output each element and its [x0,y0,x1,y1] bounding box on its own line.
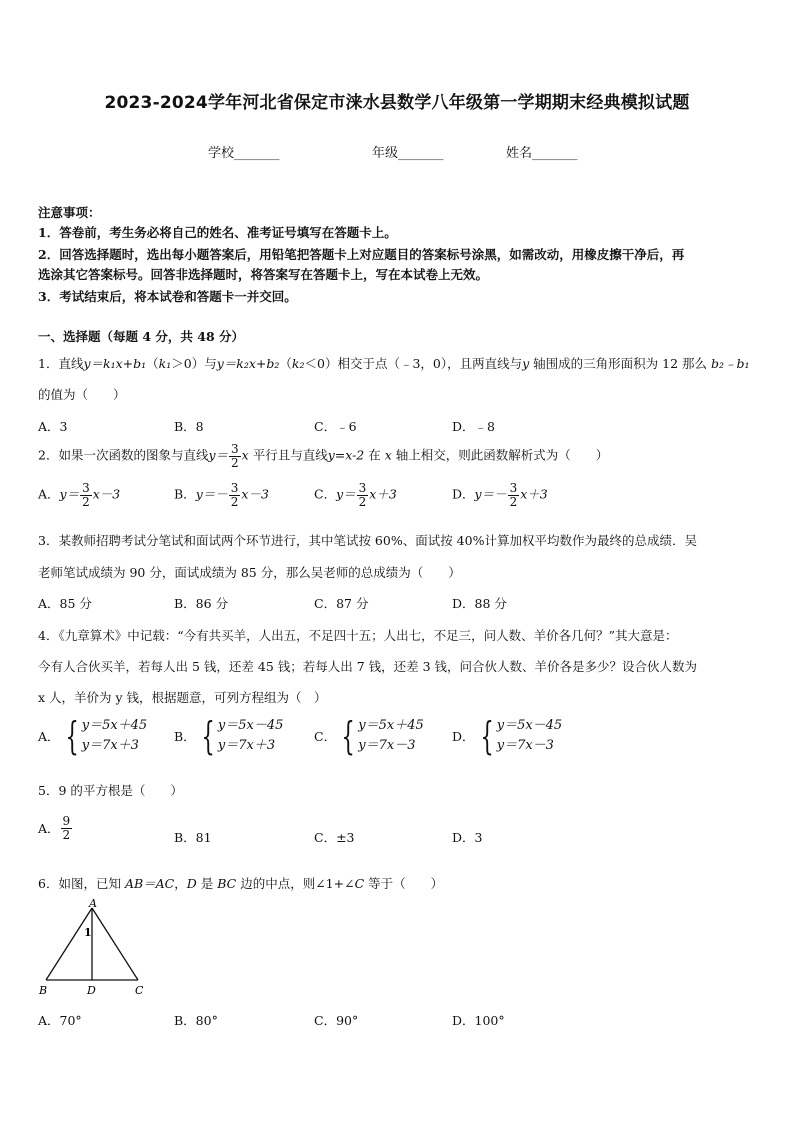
q4-a-eq1: y＝5x＋45 [81,718,148,733]
q4-a-eq2: y＝7x＋3 [81,738,139,754]
q2-b-fraction [229,482,241,508]
triangle-figure [34,898,154,1000]
q2-text-1: 2．如果一次函数的图象与直线 [38,447,209,463]
q6-option-b[interactable]: B．80° [174,1013,218,1028]
q1-math-5: y [522,356,530,371]
q4-d-eq1: y＝5x－45 [496,718,563,733]
q2-frac-num: 3 [231,442,239,456]
q2-c-pre: y＝ [336,486,356,502]
q2-c-num: 3 [358,481,367,495]
vertex-a-label: A [89,898,97,910]
q1-math-3: y＝k₂x+b₂ [216,356,280,371]
q2-text-4: 轴上相交，则此函数解析式为（ ） [391,447,609,463]
q1-option-b[interactable]: B．8 [174,419,204,434]
q6-text-5: 等于（ ） [364,876,444,891]
q2-a-post: x－3 [92,486,121,502]
q6-math-2: D [186,876,197,891]
q6-option-d[interactable]: D．100° [452,1013,505,1028]
question-2-stem [38,443,608,469]
grade-field: 年级_______ [372,146,444,161]
question-4-line3: x 人，羊价为 y 钱，根据题意，可列方程组为（ ） [38,690,327,705]
vertex-c-label: C [135,984,144,997]
q4-option-b[interactable] [174,714,284,759]
q5-option-b[interactable]: B．81 [174,830,212,845]
q4-b-system [196,714,284,759]
brace-icon: { [201,714,215,759]
q2-a-label: A． [38,486,60,502]
q1-text-3: ＞0）与 [171,356,217,371]
q4-d-eq2: y＝7x－3 [496,738,554,754]
q5-option-c[interactable]: C．±3 [314,830,355,845]
q2-math-1: y＝ [208,447,229,463]
side-ac [92,908,138,980]
q2-a-pre: y＝ [59,486,80,502]
q4-c-eq1: y＝5x＋45 [358,718,424,733]
q2-b-pre: y＝－ [195,486,228,502]
q1-option-d[interactable]: D．﹣8 [452,419,495,434]
q2-a-fraction [80,482,92,508]
q2-b-num: 3 [230,481,239,495]
q6-math-1: AB＝AC [124,876,175,891]
q2-b-label: B． [174,486,196,502]
q2-b-den: 2 [230,494,239,509]
q1-math-6: b₂﹣b₁ [710,356,750,371]
q1-text-1: 1．直线 [38,356,84,371]
q2-frac-den: 2 [231,455,239,470]
q4-option-c[interactable] [314,714,424,759]
q2-text-3: 在 [364,447,385,463]
q5-a-fraction [61,815,73,841]
q1-math-4: k₂ [291,356,305,371]
q1-option-a[interactable]: A．3 [38,419,68,434]
q4-c-eq2: y＝7x－3 [358,738,416,754]
q4-c-system [336,714,424,759]
question-4-line1: 4．《九章算术》中记载：“今有共买羊，人出五，不足四十五；人出七，不足三，问人数、羊价各几何？”其大意是： [38,628,678,643]
exam-title: 2023-2024学年河北省保定市涞水县数学八年级第一学期期末经典模拟试题 [104,93,690,113]
q6-option-a[interactable]: A．70° [38,1013,82,1028]
q2-math-2: x [241,447,249,463]
point-d-label: D [87,984,96,997]
q2-text-2: 平行且与直线 [248,447,328,463]
notice-item-3: 3．考试结束后，将本试卷和答题卡一并交回。 [38,289,297,304]
brace-icon: { [479,714,494,759]
q2-option-c[interactable] [314,482,397,508]
question-6-stem [38,874,443,892]
question-4-line2: 今有人合伙买羊，若每人出 5 钱，还差 45 钱；若每人出 7 钱，还差 3 钱，问合伙人数、羊价各是多少？设合伙人数为 [38,659,698,674]
notice-item-1: 1．答卷前，考生务必将自己的姓名、准考证号填写在答题卡上。 [38,225,397,240]
question-1-stem [38,354,750,372]
notice-item-2b: 选涂其它答案标号。回答非选择题时，将答案写在答题卡上，写在本试卷上无效。 [38,267,489,282]
q2-d-post: x＋3 [520,486,548,502]
q6-math-4: C [354,876,365,891]
q4-a-label: A． [38,729,60,745]
q6-text-3: 是 [196,876,218,891]
q1-math-1: y＝k₁x+b₁ [83,356,147,371]
question-3-line2: 老师笔试成绩为 90 分，面试成绩为 85 分，那么吴老师的总成绩为（ ） [38,565,461,580]
q2-option-d[interactable] [452,482,548,508]
q5-a-label: A． [38,821,60,837]
q1-text-2: （ [146,356,159,371]
q2-c-fraction [357,482,369,508]
question-1-stem-line2: 的值为（ ） [38,387,126,402]
q2-option-b[interactable] [174,482,269,508]
brace-icon: { [341,714,355,759]
q3-option-d[interactable]: D．88 分 [452,596,507,611]
q4-option-a[interactable] [38,714,148,759]
q2-c-post: x＋3 [369,486,397,502]
q2-fraction [229,443,241,469]
q6-math-3: BC [217,876,237,891]
q3-option-c[interactable]: C．87 分 [314,596,369,611]
q2-d-num: 3 [509,481,518,495]
q6-text-1: 6．如图，已知 [38,876,125,891]
notice-heading: 注意事项： [38,205,101,220]
q2-d-pre: y＝－ [474,486,507,502]
section-heading: 一、选择题（每题 4 分，共 48 分） [38,329,245,344]
q2-b-post: x－3 [241,486,269,502]
q2-d-den: 2 [509,494,518,509]
q1-option-c[interactable]: C．﹣6 [314,419,357,434]
q4-b-label: B． [174,729,196,745]
q6-text-4: 边的中点，则∠1+∠ [236,876,355,891]
q1-text-6: 轴围成的三角形面积为 12 那么 [529,356,711,371]
q4-option-d[interactable] [452,714,563,759]
q1-text-5: ＜0）相交于点（﹣3，0），且两直线与 [304,356,523,371]
q4-d-label: D． [452,729,475,745]
q2-math-3: y=x-2 [327,447,365,463]
q6-option-c[interactable]: C．90° [314,1013,359,1028]
q5-a-den: 2 [62,827,71,842]
q2-option-a[interactable] [38,482,120,508]
question-5-stem: 5．9 的平方根是（ ） [38,783,183,798]
q2-c-label: C． [314,486,337,502]
side-ab [46,908,92,980]
q4-a-system [60,714,148,759]
q2-math-4: x [384,447,392,463]
name-field: 姓名_______ [506,146,578,161]
angle-1-label: 1 [84,926,92,939]
school-field: 学校_______ [208,146,280,161]
q5-option-a[interactable] [38,815,73,841]
q4-b-eq2: y＝7x＋3 [217,738,276,754]
q3-option-b[interactable]: B．86 分 [174,596,229,611]
q1-math-2: k₁ [158,356,172,371]
q4-c-label: C． [314,729,337,745]
q3-option-a[interactable]: A．85 分 [38,596,92,611]
q6-text-2: ， [174,876,187,891]
q2-d-fraction [508,482,520,508]
notice-item-2a: 2．回答选择题时，选出每小题答案后，用铅笔把答题卡上对应题目的答案标号涂黑，如需改动，用橡皮擦干净后，再 [38,247,685,262]
q1-text-4: （ [279,356,292,371]
q2-d-label: D． [452,486,475,502]
q2-a-num: 3 [82,481,90,495]
q4-d-system [475,714,563,759]
question-3-line1: 3．某教师招聘考试分笔试和面试两个环节进行，其中笔试按 60%、面试按 40%计算加权平均数作为最终的总成绩．吴 [38,533,697,548]
q2-c-den: 2 [358,494,367,509]
q5-a-num: 9 [62,814,71,828]
brace-icon: { [64,714,79,759]
q4-b-eq1: y＝5x－45 [217,718,284,733]
q2-a-den: 2 [82,494,90,509]
vertex-b-label: B [39,984,48,997]
q5-option-d[interactable]: D．3 [452,830,483,845]
